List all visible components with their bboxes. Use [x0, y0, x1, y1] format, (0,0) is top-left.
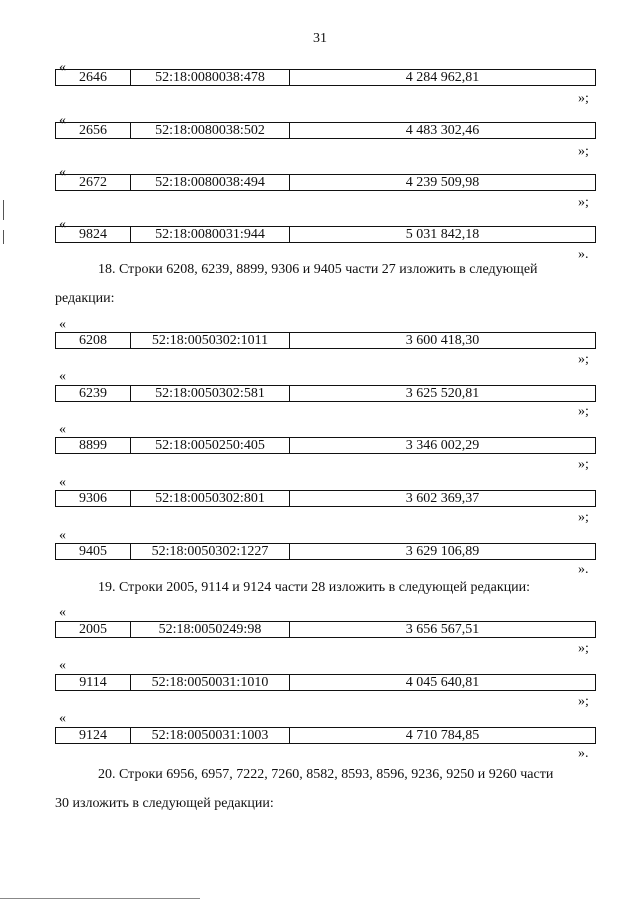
closing-quote: »; [578, 457, 589, 472]
cadastral-number-cell: 52:18:0080038:478 [131, 70, 290, 85]
cadastral-number-cell: 52:18:0050302:1227 [131, 544, 290, 559]
closing-quote: »; [578, 195, 589, 210]
paragraph-text: редакции: [55, 291, 115, 306]
table-row [55, 437, 596, 454]
cadastral-number-cell: 52:18:0050302:581 [131, 386, 290, 401]
scan-edge-mark [3, 230, 4, 244]
cadastral-value-cell: 3 625 520,81 [405, 385, 480, 401]
closing-quote: »; [578, 694, 589, 709]
scan-bottom-line [0, 898, 200, 899]
table-row [55, 332, 596, 349]
opening-quote: « [59, 422, 66, 437]
cadastral-value-cell: 4 284 962,81 [405, 69, 480, 85]
closing-quote: »; [578, 510, 589, 525]
cadastral-value-cell: 4 483 302,46 [405, 122, 480, 138]
scan-edge-mark [3, 200, 4, 220]
table-row [55, 543, 596, 560]
cadastral-value-cell: 4 239 509,98 [405, 174, 480, 190]
cadastral-number-cell: 52:18:0080038:494 [131, 175, 290, 190]
cadastral-value-cell: 3 346 002,29 [405, 437, 480, 453]
row-number-cell: 2646 [56, 70, 131, 85]
cadastral-value-cell: 3 629 106,89 [405, 543, 480, 559]
row-number-cell: 6208 [56, 333, 131, 348]
cadastral-number-cell: 52:18:0080038:502 [131, 123, 290, 138]
closing-quote: »; [578, 144, 589, 159]
table-row [55, 385, 596, 402]
cadastral-value-cell: 4 710 784,85 [405, 727, 480, 743]
opening-quote: « [59, 605, 66, 620]
row-number-cell: 9124 [56, 728, 131, 743]
table-row [55, 674, 596, 691]
row-number-cell: 8899 [56, 438, 131, 453]
closing-quote: ». [578, 746, 589, 761]
closing-quote: »; [578, 404, 589, 419]
opening-quote: « [59, 217, 66, 232]
row-number-cell: 6239 [56, 386, 131, 401]
closing-quote: »; [578, 91, 589, 106]
opening-quote: « [59, 165, 66, 180]
row-number-cell: 2672 [56, 175, 131, 190]
table-row [55, 490, 596, 507]
cadastral-number-cell: 52:18:0050031:1010 [131, 675, 290, 690]
cadastral-value-cell: 5 031 842,18 [405, 226, 480, 242]
paragraph-text: 20. Строки 6956, 6957, 7222, 7260, 8582, 8593, 8596, 9236, 9250 и 9260 части [98, 767, 554, 782]
table-row [55, 174, 596, 191]
cadastral-value-cell: 4 045 640,81 [405, 674, 480, 690]
paragraph-text: 18. Строки 6208, 6239, 8899, 9306 и 9405 части 27 изложить в следующей [98, 262, 538, 277]
opening-quote: « [59, 658, 66, 673]
page-number: 31 [313, 31, 327, 46]
cadastral-value-cell: 3 600 418,30 [405, 332, 480, 348]
cadastral-number-cell: 52:18:0050250:405 [131, 438, 290, 453]
opening-quote: « [59, 60, 66, 75]
opening-quote: « [59, 475, 66, 490]
row-number-cell: 9114 [56, 675, 131, 690]
table-row [55, 69, 596, 86]
cadastral-number-cell: 52:18:0050302:1011 [131, 333, 290, 348]
closing-quote: »; [578, 352, 589, 367]
cadastral-number-cell: 52:18:0050302:801 [131, 491, 290, 506]
opening-quote: « [59, 317, 66, 332]
table-row [55, 122, 596, 139]
closing-quote: ». [578, 562, 589, 577]
table-row [55, 621, 596, 638]
table-row [55, 727, 596, 744]
opening-quote: « [59, 113, 66, 128]
row-number-cell: 9306 [56, 491, 131, 506]
cadastral-number-cell: 52:18:0080031:944 [131, 227, 290, 242]
cadastral-number-cell: 52:18:0050249:98 [131, 622, 290, 637]
cadastral-value-cell: 3 602 369,37 [405, 490, 480, 506]
paragraph-18-continuation [55, 291, 596, 308]
row-number-cell: 2656 [56, 123, 131, 138]
paragraph-20-continuation [55, 796, 596, 813]
closing-quote: »; [578, 641, 589, 656]
table-row [55, 226, 596, 243]
paragraph-text: 19. Строки 2005, 9114 и 9124 части 28 изложить в следующей редакции: [98, 580, 531, 595]
cadastral-number-cell: 52:18:0050031:1003 [131, 728, 290, 743]
paragraph-text: 30 изложить в следующей редакции: [55, 796, 274, 811]
row-number-cell: 9405 [56, 544, 131, 559]
row-number-cell: 2005 [56, 622, 131, 637]
cadastral-value-cell: 3 656 567,51 [405, 621, 480, 637]
paragraph-19 [55, 580, 596, 597]
opening-quote: « [59, 528, 66, 543]
row-number-cell: 9824 [56, 227, 131, 242]
paragraph-18 [55, 262, 596, 279]
closing-quote: ». [578, 247, 589, 262]
opening-quote: « [59, 711, 66, 726]
opening-quote: « [59, 369, 66, 384]
paragraph-20 [55, 767, 596, 784]
